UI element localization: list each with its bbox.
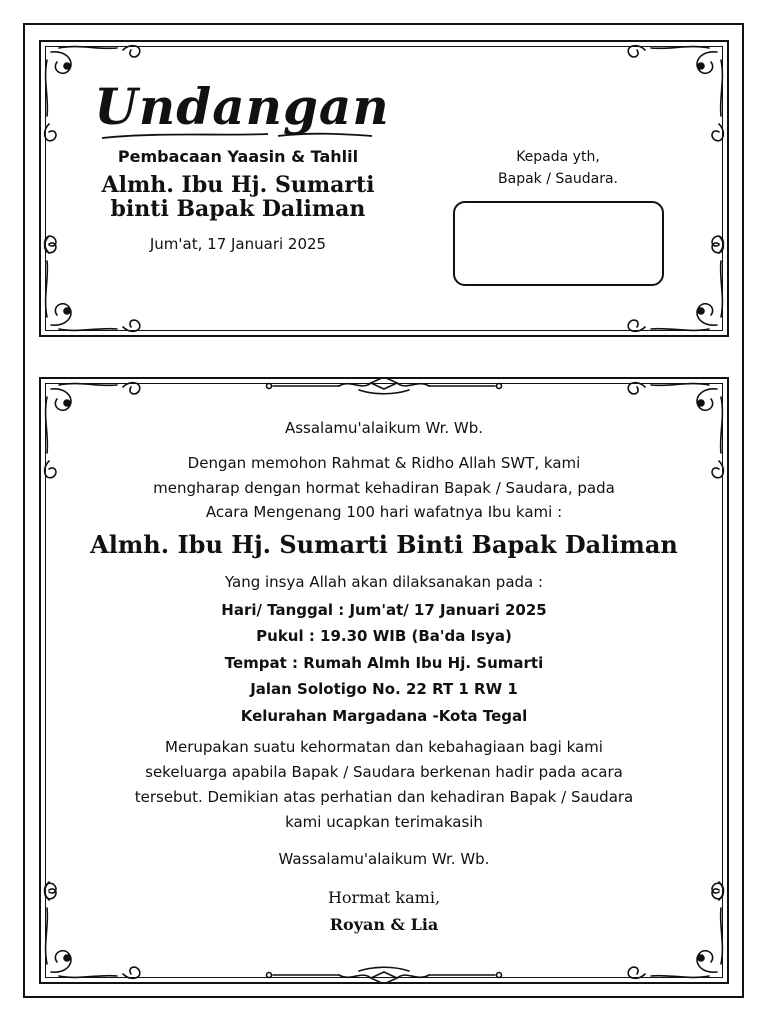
closing-line-2: sekeluarga apabila Bapak / Saudara berkenan hadir pada acara [145, 763, 623, 781]
recipient-address-box [453, 201, 664, 286]
closing-line-3: tersebut. Demikian atas perhatian dan kehadiran Bapak / Saudara [134, 788, 634, 806]
recipient-line1: Kepada yth, [516, 149, 600, 165]
detail-place: Tempat : Rumah Almh Ibu Hj. Sumarti [224, 654, 544, 672]
intro-line-3: Acara Mengenang 100 hari wafatnya Ibu kami : [205, 503, 563, 521]
recipient-line2: Bapak / Saudara. [498, 171, 618, 187]
detail-district: Kelurahan Margadana -Kota Tegal [240, 707, 528, 725]
signature-label: Hormat kami, [327, 888, 441, 907]
closing-line-4: kami ucapkan terimakasih [285, 813, 483, 831]
detail-date: Hari/ Tanggal : Jum'at/ 17 Januari 2025 [221, 601, 547, 619]
intro-line-1: Dengan memohon Rahmat & Ridho Allah SWT, kami [187, 454, 581, 472]
cover-title: Undangan [94, 77, 390, 136]
closing-line-1: Merupakan suatu kehormatan dan kebahagiaan bagi kami [165, 738, 603, 756]
farewell: Wassalamu'alaikum Wr. Wb. [278, 850, 490, 868]
greeting: Assalamu'alaikum Wr. Wb. [284, 419, 484, 437]
detail-street: Jalan Solotigo No. 22 RT 1 RW 1 [250, 680, 518, 698]
signature-name: Royan & Lia [329, 915, 439, 934]
detail-time: Pukul : 19.30 WIB (Ba'da Isya) [256, 627, 512, 645]
cover-name-line1: Almh. Ibu Hj. Sumarti [101, 172, 375, 198]
cover-subtitle: Pembacaan Yaasin & Tahlil [117, 147, 359, 166]
top-center-ornament-icon [267, 377, 502, 394]
cover-date: Jum'at, 17 Januari 2025 [149, 235, 327, 253]
schedule-lead: Yang insya Allah akan dilaksanakan pada : [224, 573, 544, 591]
intro-line-2: mengharap dengan hormat kehadiran Bapak / Saudara, pada [153, 479, 615, 497]
cover-name-line2: binti Bapak Daliman [110, 196, 366, 222]
deceased-name: Almh. Ibu Hj. Sumarti Binti Bapak Daliman [90, 530, 678, 559]
title-underline-swash [100, 130, 375, 142]
